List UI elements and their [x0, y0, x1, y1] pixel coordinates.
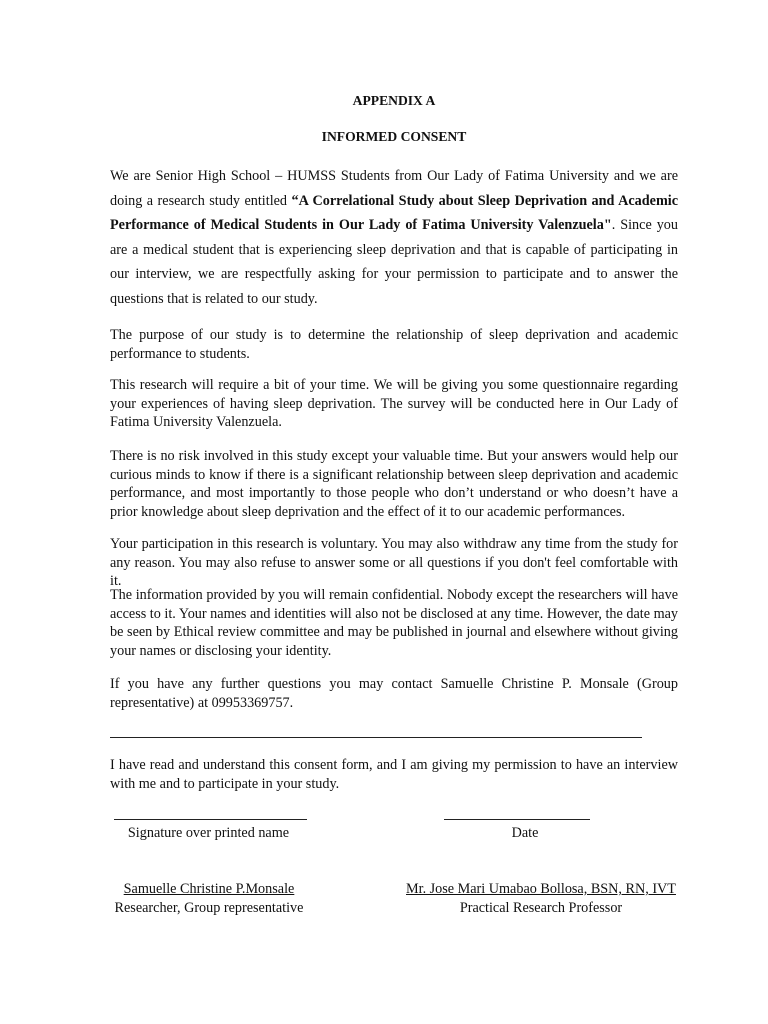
section-title: INFORMED CONSENT	[321, 129, 467, 144]
signature-line	[114, 819, 307, 820]
voluntary-paragraph: Your participation in this research is voluntary. You may also withdraw any time from the study for any reason. You may also refuse to answer some or all questions if you don't feel comfortable with it.	[110, 536, 678, 589]
section-divider	[110, 737, 642, 738]
researcher-role: Researcher, Group representative	[114, 900, 304, 916]
confidentiality-paragraph: The information provided by you will remain confidential. Nobody except the researchers will have access to it. Your names and identities will also not be disclosed at any time. However, the date may be seen by Ethical review committee and may be published in journal and elsewhere without giving your names or disclosing your identity.	[110, 587, 678, 659]
time-paragraph: This research will require a bit of your time. We will be giving you some questionnaire regarding your experiences of having sleep deprivation. The survey will be conducted here in Our Lady of Fatima University Valenzuela.	[110, 377, 678, 430]
intro-paragraph	[110, 164, 678, 312]
researcher-name: Samuelle Christine P.Monsale	[123, 881, 295, 897]
intro-lead: We are Senior High School – HUMSS Students from Our Lady of Fatima University and we are doing a research study entitled	[110, 168, 678, 209]
intro-rest: . Since you are a medical student that is experiencing sleep deprivation and that is capable of participating in our interview, we are respectfully asking for your permission to participate and to answer the questions that is related to our study.	[110, 217, 678, 307]
contact-paragraph: If you have any further questions you may contact Samuelle Christine P. Monsale (Group representative) at 09953369757.	[110, 676, 678, 711]
date-line	[444, 819, 590, 820]
purpose-paragraph: The purpose of our study is to determine the relationship of sleep deprivation and academic performance to students.	[110, 327, 678, 362]
study-title: “A Correlational Study about Sleep Deprivation and Academic Performance of Medical Students in Our Lady of Fatima University Valenzuela"	[110, 192, 678, 234]
risk-paragraph: There is no risk involved in this study except your valuable time. But your answers would help our curious minds to know if there is a significant relationship between sleep deprivation and academic performance, and most importantly to those people who don’t understand or who doesn’t have a prior knowledge about sleep deprivation and the effect of it to our academic performances.	[110, 448, 678, 520]
agreement-paragraph: I have read and understand this consent form, and I am giving my permission to have an interview with me and to participate in your study.	[110, 757, 678, 792]
professor-role: Practical Research Professor	[459, 900, 623, 916]
professor-name: Mr. Jose Mari Umabao Bollosa, BSN, RN, IVT	[406, 881, 676, 897]
signature-caption: Signature over printed name	[127, 825, 290, 841]
appendix-title: APPENDIX A	[352, 93, 436, 108]
date-caption: Date	[511, 825, 539, 841]
